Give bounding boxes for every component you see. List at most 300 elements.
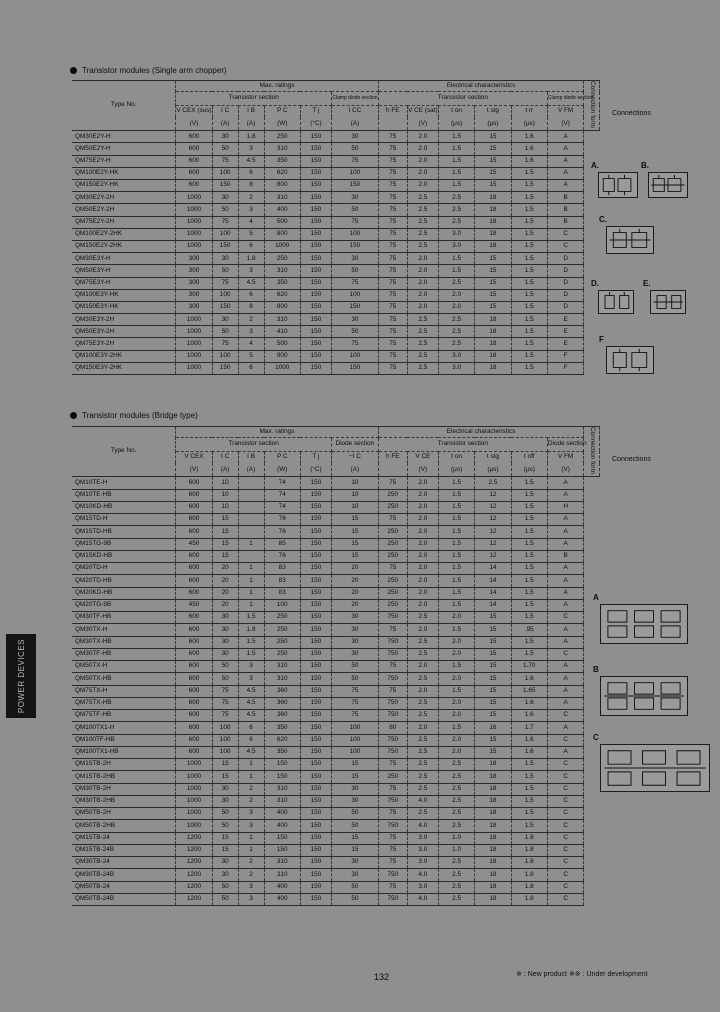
type-number-cell: QM30E2Y-H xyxy=(72,131,176,143)
value-cell: 2.5 xyxy=(407,326,438,338)
value-cell: 1.5 xyxy=(511,216,547,228)
value-cell: 2.0 xyxy=(407,167,438,179)
max-ratings-header: Max. ratings xyxy=(176,81,378,92)
value-cell: 12 xyxy=(475,514,511,526)
value-cell: 83 xyxy=(264,563,300,575)
value-cell: 15 xyxy=(475,624,511,636)
value-cell: 75 xyxy=(332,697,379,709)
type-number-cell: QM30TB-24B xyxy=(72,869,176,881)
value-cell: 12 xyxy=(475,526,511,538)
value-cell: 10 xyxy=(332,489,379,501)
table-row xyxy=(72,314,600,326)
value-cell: 150 xyxy=(300,192,331,204)
value-cell: 3 xyxy=(238,204,264,216)
value-cell: 2.0 xyxy=(407,538,438,550)
value-cell: 600 xyxy=(176,697,212,709)
value-cell: 620 xyxy=(264,289,300,301)
value-cell: 500 xyxy=(264,216,300,228)
value-cell: 8 xyxy=(238,301,264,313)
value-cell: 150 xyxy=(332,240,379,252)
table-row xyxy=(72,734,600,746)
value-cell: 12 xyxy=(475,489,511,501)
type-number-cell: QM30TX-HB xyxy=(72,636,176,648)
value-cell: 1000 xyxy=(264,240,300,252)
value-cell: 2.5 xyxy=(407,710,438,722)
value-cell: 4.5 xyxy=(238,710,264,722)
value-cell: 1.5 xyxy=(438,722,474,734)
table-row xyxy=(72,526,600,538)
table-row xyxy=(72,685,600,697)
value-cell: 150 xyxy=(332,180,379,192)
value-cell: 1.5 xyxy=(511,771,547,783)
table-row xyxy=(72,131,600,143)
value-cell: 1.5 xyxy=(438,685,474,697)
value-cell: 2.0 xyxy=(438,746,474,758)
value-cell: 18 xyxy=(475,832,511,844)
value-cell: 300 xyxy=(176,301,212,313)
table-row xyxy=(72,599,600,611)
value-cell: 15 xyxy=(212,538,238,550)
value-cell: 15 xyxy=(212,514,238,526)
table-row xyxy=(72,710,600,722)
value-cell: 100 xyxy=(332,289,379,301)
value-cell: 250 xyxy=(264,648,300,660)
value-cell: E xyxy=(547,314,583,326)
value-cell: 75 xyxy=(378,253,407,265)
value-cell: 30 xyxy=(332,624,379,636)
value-cell: 150 xyxy=(300,253,331,265)
value-cell: 2.0 xyxy=(407,624,438,636)
value-cell: 150 xyxy=(300,350,331,362)
value-cell: 75 xyxy=(332,155,379,167)
value-cell: 2.5 xyxy=(438,277,474,289)
value-cell: 1000 xyxy=(176,350,212,362)
type-number-cell: QM30TB-2HB xyxy=(72,795,176,807)
value-cell: 4.0 xyxy=(407,893,438,905)
table-row xyxy=(72,893,600,905)
type-number-cell: QM100TX1-H xyxy=(72,722,176,734)
value-cell: 1.0 xyxy=(438,844,474,856)
value-cell: A xyxy=(547,575,583,587)
value-cell: 2.0 xyxy=(407,550,438,562)
value-cell: 2.5 xyxy=(407,697,438,709)
type-number-cell: QM150E2Y-HK xyxy=(72,180,176,192)
value-cell: 2.0 xyxy=(407,489,438,501)
value-cell: 1000 xyxy=(176,228,212,240)
table-single-arm-chopper: Type No. Max. ratings Electrical characteristics Connection form Transistor section Clamp diode section Transistor section Clamp diode section V CEX (sus) I C I B P C T j I CC h FE V CE (sat) t on t stg t rr V FM (V) (A) (A) (W) (°C) (A) (V) (μs) (μs) (μs) (V) QM30E2Y-H 600 30 1.8 250 150 30 75 2.0 1.5 15 1.6 A QM50E2Y-H 600 50 3 310 150 50 75 2.0 1.5 15 1.6 A QM75E2Y-H 600 75 4.5 350 150 75 75 2.0 1.5 15 1.6 A QM100E2Y-HK 600 100 6 620 150 100 75 2.0 1.5 15 1.5 A QM150E2Y-HK 600 150 8 800 150 150 75 2.0 1.5 15 1.5 A QM30E2Y-2H 1000 30 2 310 150 30 75 2.5 2.5 18 1.5 B QM50E2Y-2H 1000 50 3 400 150 50 75 2.5 2.5 18 1.5 B QM75E2Y-2H 1000 75 4 500 150 75 75 2.5 2.5 18 1.5 B QM100E2Y-2HK 1000 100 5 800 150 100 75 2.5 3.0 18 1.5 C QM150E2Y-2HK 1000 150 6 1000 150 150 75 2.5 3.0 18 1.5 C QM30E3Y-H 300 30 1.8 250 150 30 75 2.0 1.5 15 1.5 D QM50E3Y-H 300 50 3 310 150 50 75 2.0 1.5 15 1.5 D QM75E3Y-H 300 75 4.5 350 150 75 75 2.0 2.5 15 1.5 D QM100E3Y-HK 300 100 6 620 150 100 75 2.0 2.0 15 1.5 D QM150E3Y-HK 300 150 8 800 150 150 75 2.0 2.0 15 1.5 D QM30E3Y-2H 1000 30 2 310 150 30 75 2.5 2.5 18 1.5 E QM50E3Y-2H 1000 50 3 410 150 50 75 2.5 2.5 18 1.5 E QM75E3Y-2H 1000 75 4 500 150 75 75 2.5 2.5 18 1.5 E QM100E3Y-2HK 1000 100 5 900 150 100 75 2.5 3.0 18 1.5 F QM150E3Y-2HK 1000 150 6 1000 150 150 75 2.5 3.0 18 1.5 F xyxy=(72,80,600,375)
value-cell: 150 xyxy=(264,759,300,771)
value-cell: 1.6 xyxy=(511,697,547,709)
value-cell: 100 xyxy=(332,746,379,758)
value-cell: 2 xyxy=(238,783,264,795)
value-cell: 1.5 xyxy=(511,501,547,513)
value-cell: 1.5 xyxy=(438,563,474,575)
value-cell: 600 xyxy=(176,661,212,673)
value-cell: 10 xyxy=(212,477,238,489)
value-cell: 300 xyxy=(176,277,212,289)
value-cell: 2.5 xyxy=(438,869,474,881)
type-number-cell: QM30TB-24 xyxy=(72,857,176,869)
value-cell: 20 xyxy=(212,599,238,611)
table-row xyxy=(72,477,600,489)
table-row xyxy=(72,575,600,587)
value-cell: 1.6 xyxy=(511,673,547,685)
value-cell: 150 xyxy=(300,514,331,526)
value-cell xyxy=(238,477,264,489)
value-cell: 800 xyxy=(264,301,300,313)
value-cell: 1.5 xyxy=(511,636,547,648)
value-cell: 310 xyxy=(264,869,300,881)
value-cell: 75 xyxy=(212,216,238,228)
table-row xyxy=(72,167,600,179)
value-cell: 3.0 xyxy=(407,844,438,856)
value-cell: 15 xyxy=(475,143,511,155)
value-cell: 750 xyxy=(378,820,407,832)
value-cell: 400 xyxy=(264,808,300,820)
value-cell: 300 xyxy=(176,253,212,265)
table-row xyxy=(72,820,600,832)
value-cell: 2.5 xyxy=(475,477,511,489)
value-cell: 14 xyxy=(475,599,511,611)
value-cell: 150 xyxy=(300,832,331,844)
legend-note: ※ : New product ※※ : Under development xyxy=(516,971,648,978)
page-number: 132 xyxy=(374,972,390,982)
value-cell: 15 xyxy=(475,277,511,289)
value-cell: 75 xyxy=(378,326,407,338)
value-cell: 1.5 xyxy=(511,326,547,338)
value-cell: 400 xyxy=(264,820,300,832)
value-cell: 18 xyxy=(475,869,511,881)
value-cell: 75 xyxy=(332,216,379,228)
value-cell: 2.5 xyxy=(407,350,438,362)
value-cell: 75 xyxy=(212,155,238,167)
value-cell: 150 xyxy=(300,734,331,746)
value-cell: 18 xyxy=(475,362,511,374)
value-cell: 1.5 xyxy=(511,514,547,526)
value-cell: 310 xyxy=(264,783,300,795)
value-cell: 1.5 xyxy=(511,301,547,313)
value-cell: 2.0 xyxy=(407,155,438,167)
value-cell xyxy=(238,514,264,526)
type-no-header: Type No. xyxy=(72,81,176,131)
value-cell: 15 xyxy=(332,538,379,550)
value-cell: 6 xyxy=(238,734,264,746)
value-cell: C xyxy=(547,869,583,881)
value-cell: 30 xyxy=(332,783,379,795)
value-cell: 18 xyxy=(475,820,511,832)
value-cell: 250 xyxy=(378,587,407,599)
value-cell: 450 xyxy=(176,599,212,611)
type-number-cell: QM15TG-9B xyxy=(72,538,176,550)
circuit-diagram-f: F xyxy=(606,346,654,374)
value-cell: 15 xyxy=(475,734,511,746)
value-cell: 1.5 xyxy=(438,131,474,143)
value-cell: 3 xyxy=(238,820,264,832)
value-cell: 100 xyxy=(332,734,379,746)
value-cell: A xyxy=(547,477,583,489)
value-cell: 50 xyxy=(212,661,238,673)
value-cell: 2.5 xyxy=(438,326,474,338)
table-row xyxy=(72,759,600,771)
value-cell: C xyxy=(547,832,583,844)
value-cell: 1.5 xyxy=(438,143,474,155)
value-cell: 4.5 xyxy=(238,685,264,697)
value-cell: 15 xyxy=(475,697,511,709)
value-cell: 50 xyxy=(332,326,379,338)
value-cell: 1.5 xyxy=(438,575,474,587)
value-cell: 18 xyxy=(475,783,511,795)
value-cell: 400 xyxy=(264,881,300,893)
value-cell: 1.5 xyxy=(438,501,474,513)
value-cell: 250 xyxy=(378,501,407,513)
value-cell: C xyxy=(547,820,583,832)
value-cell: 150 xyxy=(300,722,331,734)
type-number-cell: QM50TB-2HB xyxy=(72,820,176,832)
type-number-cell: QM15TD-HB xyxy=(72,526,176,538)
value-cell: C xyxy=(547,844,583,856)
value-cell: 12 xyxy=(475,501,511,513)
value-cell: 15 xyxy=(332,550,379,562)
value-cell: C xyxy=(547,240,583,252)
value-cell: 75 xyxy=(378,624,407,636)
value-cell: 75 xyxy=(378,338,407,350)
value-cell: 50 xyxy=(212,673,238,685)
type-number-cell: QM100E2Y-2HK xyxy=(72,228,176,240)
type-number-cell: QM10TE-H xyxy=(72,477,176,489)
value-cell: 600 xyxy=(176,563,212,575)
value-cell: 50 xyxy=(332,673,379,685)
value-cell: 2.5 xyxy=(438,795,474,807)
value-cell: 75 xyxy=(378,857,407,869)
value-cell: 30 xyxy=(212,624,238,636)
value-cell: 150 xyxy=(300,869,331,881)
value-cell: 5 xyxy=(238,228,264,240)
value-cell: 150 xyxy=(300,673,331,685)
value-cell: 3.0 xyxy=(438,228,474,240)
value-cell: 1.5 xyxy=(511,167,547,179)
value-cell: 75 xyxy=(378,192,407,204)
value-cell: A xyxy=(547,180,583,192)
value-cell: 1200 xyxy=(176,857,212,869)
value-cell: 14 xyxy=(475,563,511,575)
value-cell: D xyxy=(547,289,583,301)
value-cell: 1.5 xyxy=(511,265,547,277)
value-cell: 4 xyxy=(238,338,264,350)
value-cell: 150 xyxy=(300,881,331,893)
value-cell: 310 xyxy=(264,661,300,673)
value-cell: 1.8 xyxy=(238,253,264,265)
value-cell: 3 xyxy=(238,265,264,277)
value-cell: 800 xyxy=(264,228,300,240)
value-cell: D xyxy=(547,265,583,277)
value-cell: 15 xyxy=(475,710,511,722)
table-row xyxy=(72,538,600,550)
value-cell: 75 xyxy=(212,277,238,289)
value-cell: 2.5 xyxy=(407,192,438,204)
value-cell: 2.5 xyxy=(407,314,438,326)
value-cell: 2.0 xyxy=(407,587,438,599)
value-cell: 2.0 xyxy=(438,636,474,648)
value-cell: 310 xyxy=(264,314,300,326)
value-cell: A xyxy=(547,143,583,155)
value-cell: 1 xyxy=(238,832,264,844)
value-cell: 250 xyxy=(264,624,300,636)
symbol-row: V CEX I C I B P C T j −I C h FE V CE t on t stg t off V FM xyxy=(72,451,600,463)
max-ratings-header: Max. ratings xyxy=(176,427,378,438)
section-title-bridge: Transistor modules (Bridge type) xyxy=(70,411,198,420)
value-cell: 6 xyxy=(238,240,264,252)
value-cell: F xyxy=(547,362,583,374)
value-cell: 15 xyxy=(332,832,379,844)
value-cell: 50 xyxy=(332,893,379,905)
table-row xyxy=(72,881,600,893)
value-cell: 75 xyxy=(378,759,407,771)
value-cell: C xyxy=(547,734,583,746)
value-cell: A xyxy=(547,538,583,550)
value-cell: 50 xyxy=(212,204,238,216)
value-cell: 2.0 xyxy=(407,180,438,192)
type-number-cell: QM75TX-H xyxy=(72,685,176,697)
value-cell: 1000 xyxy=(264,362,300,374)
value-cell: 750 xyxy=(378,612,407,624)
value-cell: 2.5 xyxy=(407,673,438,685)
value-cell: 150 xyxy=(300,155,331,167)
circuit-diagram-bridge-a: A xyxy=(600,604,688,644)
table-row xyxy=(72,636,600,648)
type-number-cell: QM100E2Y-HK xyxy=(72,167,176,179)
value-cell: 1.5 xyxy=(438,265,474,277)
value-cell: 20 xyxy=(332,587,379,599)
table-row xyxy=(72,489,600,501)
value-cell: A xyxy=(547,489,583,501)
type-number-cell: QM50TX-H xyxy=(72,661,176,673)
value-cell: 15 xyxy=(475,289,511,301)
value-cell: 150 xyxy=(300,893,331,905)
value-cell: 150 xyxy=(300,783,331,795)
value-cell: 250 xyxy=(264,253,300,265)
value-cell: 75 xyxy=(378,350,407,362)
value-cell: 100 xyxy=(212,734,238,746)
value-cell: 1.5 xyxy=(438,477,474,489)
table-row xyxy=(72,722,600,734)
unit-row: (V) (A) (A) (W) (°C) (A) (V) (μs) (μs) (μs) (V) xyxy=(72,463,600,476)
value-cell: 1.5 xyxy=(438,661,474,673)
value-cell: 150 xyxy=(300,808,331,820)
value-cell: 18 xyxy=(475,857,511,869)
value-cell: 150 xyxy=(300,575,331,587)
type-number-cell: QM75TF-HB xyxy=(72,710,176,722)
value-cell: 1.5 xyxy=(438,489,474,501)
value-cell: 75 xyxy=(378,216,407,228)
type-number-cell: QM30TF-HB xyxy=(72,648,176,660)
value-cell: 15 xyxy=(475,648,511,660)
table-row xyxy=(72,808,600,820)
table-row xyxy=(72,783,600,795)
value-cell: 30 xyxy=(212,314,238,326)
value-cell: A xyxy=(547,673,583,685)
value-cell: 600 xyxy=(176,612,212,624)
value-cell: 2.5 xyxy=(438,216,474,228)
value-cell: 1000 xyxy=(176,771,212,783)
type-number-cell: QM75E3Y-2H xyxy=(72,338,176,350)
value-cell: 3 xyxy=(238,326,264,338)
value-cell: 6 xyxy=(238,167,264,179)
circuit-diagram-a: A. xyxy=(598,172,638,198)
value-cell: 1000 xyxy=(176,759,212,771)
value-cell: 1.8 xyxy=(511,893,547,905)
value-cell: 750 xyxy=(378,697,407,709)
value-cell: 600 xyxy=(176,636,212,648)
value-cell: 1.70 xyxy=(511,661,547,673)
value-cell: C xyxy=(547,857,583,869)
value-cell: 50 xyxy=(332,820,379,832)
value-cell: 50 xyxy=(212,808,238,820)
value-cell: 75 xyxy=(378,808,407,820)
value-cell: 1 xyxy=(238,538,264,550)
value-cell: 2.5 xyxy=(407,362,438,374)
value-cell: 2.0 xyxy=(438,301,474,313)
value-cell: 310 xyxy=(264,795,300,807)
value-cell: 2.0 xyxy=(438,697,474,709)
circuit-diagram-c: C. xyxy=(606,226,654,254)
value-cell: 75 xyxy=(378,228,407,240)
circuit-diagram-bridge-c: C xyxy=(600,744,710,792)
table-row xyxy=(72,289,600,301)
value-cell: 4 xyxy=(238,216,264,228)
table-row xyxy=(72,844,600,856)
value-cell: 75 xyxy=(378,844,407,856)
value-cell: 150 xyxy=(300,795,331,807)
type-number-cell: QM50TX-HB xyxy=(72,673,176,685)
value-cell: 2.0 xyxy=(438,673,474,685)
value-cell: 76 xyxy=(264,550,300,562)
value-cell: D xyxy=(547,253,583,265)
value-cell: 1000 xyxy=(176,362,212,374)
value-cell: 360 xyxy=(264,697,300,709)
section-title-single-arm: Transistor modules (Single arm chopper) xyxy=(70,66,227,75)
value-cell: 2.5 xyxy=(407,771,438,783)
type-number-cell: QM30TB-2H xyxy=(72,783,176,795)
value-cell: 2.0 xyxy=(407,501,438,513)
value-cell: 3 xyxy=(238,661,264,673)
value-cell: 3.0 xyxy=(438,362,474,374)
value-cell: 150 xyxy=(300,143,331,155)
connection-form-header: Connection form xyxy=(584,427,600,477)
value-cell: 15 xyxy=(212,844,238,856)
value-cell: 3.0 xyxy=(438,240,474,252)
value-cell: 30 xyxy=(332,869,379,881)
value-cell: 30 xyxy=(332,253,379,265)
value-cell: C xyxy=(547,648,583,660)
value-cell: 1000 xyxy=(176,240,212,252)
table-row xyxy=(72,301,600,313)
value-cell: 1.8 xyxy=(511,857,547,869)
type-number-cell: QM30E3Y-H xyxy=(72,253,176,265)
value-cell: 2.0 xyxy=(407,265,438,277)
value-cell: 1.5 xyxy=(511,587,547,599)
value-cell: 150 xyxy=(300,240,331,252)
value-cell: 2.0 xyxy=(407,131,438,143)
value-cell: C xyxy=(547,710,583,722)
value-cell: 150 xyxy=(300,228,331,240)
value-cell: A xyxy=(547,636,583,648)
value-cell: A xyxy=(547,563,583,575)
value-cell: 15 xyxy=(475,167,511,179)
type-number-cell: QM50TB-24 xyxy=(72,881,176,893)
value-cell: 2.5 xyxy=(407,240,438,252)
value-cell: 800 xyxy=(264,180,300,192)
value-cell: C xyxy=(547,808,583,820)
